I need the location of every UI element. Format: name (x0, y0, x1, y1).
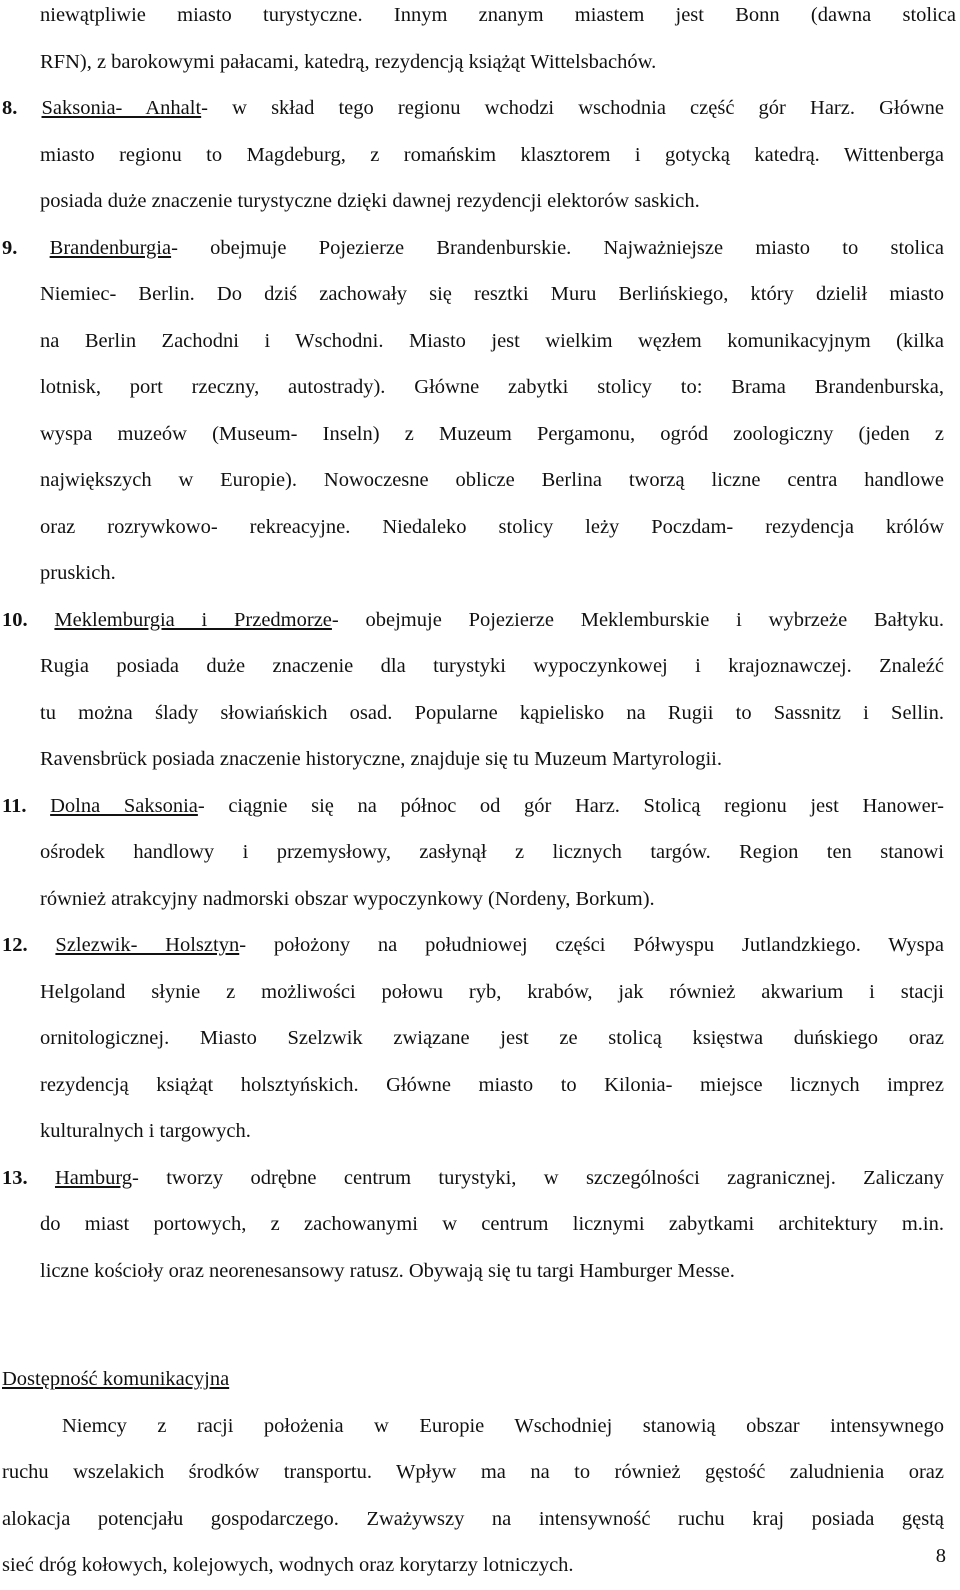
list-item-line (40, 1023, 944, 1055)
text-line-content: Helgoland słynie z możliwości połowu ryb, krabów, jak również akwarium i stacji (40, 980, 944, 1003)
list-item-first-line (2, 605, 944, 637)
list-item-text: - obejmuje Pojezierze Brandenburskie. Najważniejsze miasto to stolica (171, 236, 944, 259)
text-line-content: alokacja potencjału gospodarczego. Zważywszy na intensywność ruchu kraj posiada gęstą (2, 1507, 944, 1530)
list-item-line (40, 651, 944, 683)
text-line-content: wyspa muzeów (Museum- Inseln) z Muzeum Pergamonu, ogród zoologiczny (jeden z (40, 422, 944, 445)
list-item-first-line (2, 930, 944, 962)
text-line-content: Niemcy z racji położenia w Europie Wschodniej stanowią obszar intensywnego (62, 1414, 944, 1437)
list-item-line (40, 279, 944, 311)
list-item-line (40, 419, 944, 451)
paragraph-line (2, 1504, 944, 1536)
list-item-first-line (2, 1163, 944, 1195)
list-item-text: - w skład tego regionu wchodzi wschodnia część gór Harz. Główne (201, 97, 944, 119)
list-item-line (40, 837, 944, 869)
text-line-content: miasto regionu to Magdeburg, z romańskim klasztorem i gotycką katedrą. Wittenberga (40, 143, 944, 166)
page-number: 8 (935, 1545, 946, 1567)
region-name: Meklemburgia i Przedmorze (54, 608, 332, 631)
list-item-text: - ciągnie się na północ od gór Harz. Stolicą regionu jest Hanower- (197, 794, 944, 817)
list-item-line (40, 1209, 944, 1241)
list-item-line (40, 1070, 944, 1102)
text-line-content: do miast portowych, z zachowanymi w centrum licznymi zabytkami architektury m.in. (40, 1213, 944, 1235)
list-item-line (40, 977, 944, 1009)
list-item-line (40, 512, 944, 544)
list-item-first-line (2, 791, 944, 823)
text-line (40, 0, 956, 32)
text-line-content: posiada duże znaczenie turystyczne dzięki dawnej rezydencji elektorów saskich. (40, 190, 700, 212)
region-name: Hamburg (54, 1166, 133, 1189)
text-line-content: RFN), z barokowymi pałacami, katedrą, rezydencją książąt Wittelsbachów. (40, 50, 657, 73)
list-item-line (40, 186, 944, 218)
list-number: 10. (2, 608, 28, 631)
list-item-text: - obejmuje Pojezierze Meklemburskie i wybrzeże Bałtyku. (331, 608, 944, 631)
list-item-line (40, 558, 944, 590)
paragraph-line (62, 1411, 944, 1443)
region-name: Brandenburgia (49, 236, 172, 259)
list-item-text: - położony na południowej części Półwyspu Jutlandzkiego. Wyspa (239, 934, 944, 956)
list-number: 12. (2, 934, 28, 956)
list-item-first-line (2, 233, 944, 265)
list-item-line (40, 326, 944, 358)
section-heading-text: Dostępność komunikacyjna (2, 1368, 230, 1390)
list-item-line (40, 372, 944, 404)
list-item-line (40, 744, 944, 776)
text-line-content: największych w Europie). Nowoczesne oblicze Berlina tworzą liczne centra handlowe (40, 469, 944, 491)
list-item-line (40, 1116, 944, 1148)
region-name: Dolna Saksonia (50, 794, 198, 817)
list-item-line (40, 465, 944, 497)
text-line-content: lotnisk, port rzeczny, autostrady). Główne zabytki stolicy to: Brama Brandenburska, (40, 376, 944, 398)
text-line-content: rezydencją książąt holsztyńskich. Główne miasto to Kilonia- miejsce licznych imprez (40, 1073, 944, 1096)
text-line-content: Ravensbrück posiada znaczenie historyczne, znajduje się tu Muzeum Martyrologii. (40, 748, 722, 770)
text-line-content: sieć dróg kołowych, kolejowych, wodnych oraz korytarzy lotniczych. (2, 1554, 574, 1576)
list-item-line (40, 884, 944, 916)
region-name: Saksonia- Anhalt (41, 97, 202, 119)
text-line-content: niewątpliwie miasto turystyczne. Innym znanym miastem jest Bonn (dawna stolica (40, 4, 956, 26)
text-line-content: ornitologicznej. Miasto Szelzwik związane jest ze stolicą księstwa duńskiego oraz (40, 1027, 944, 1049)
text-line-content: również atrakcyjny nadmorski obszar wypoczynkowy (Nordeny, Borkum). (40, 887, 655, 910)
text-line-content: ośrodek handlowy i przemysłowy, zasłynął z licznych targów. Region ten stanowi (40, 841, 944, 863)
text-line-content: oraz rozrywkowo- rekreacyjne. Niedaleko stolicy leży Poczdam- rezydencja królów (40, 515, 944, 538)
text-line (40, 47, 956, 79)
list-number: 9. (2, 236, 18, 259)
text-line-content: liczne kościoły oraz neorenesansowy ratusz. Obywają się tu targi Hamburger Messe. (40, 1259, 735, 1282)
paragraph-line (2, 1550, 944, 1582)
list-number: 11. (2, 794, 27, 817)
text-line-content: Niemiec- Berlin. Do dziś zachowały się resztki Muru Berlińskiego, który dzielił miasto (40, 283, 944, 305)
text-line-content: Rugia posiada duże znaczenie dla turystyki wypoczynkowej i krajoznawczej. Znaleźć (40, 655, 944, 677)
text-line-content: tu można ślady słowiańskich osad. Popularne kąpielisko na Rugii to Sassnitz i Sellin. (40, 701, 944, 724)
list-item-first-line (2, 93, 944, 125)
paragraph-line (2, 1457, 944, 1489)
list-number: 13. (2, 1166, 28, 1189)
list-number: 8. (2, 97, 18, 119)
list-item-line (40, 140, 944, 172)
list-item-line (40, 698, 944, 730)
section-heading (2, 1364, 918, 1396)
list-item-line (40, 1256, 944, 1288)
list-item-text: - tworzy odrębne centrum turystyki, w szczególności zagranicznej. Zaliczany (132, 1166, 944, 1189)
text-line-content: ruchu wszelakich środków transportu. Wpływ ma na to również gęstość zaludnienia oraz (2, 1461, 944, 1483)
text-line-content: na Berlin Zachodni i Wschodni. Miasto jest wielkim węzłem komunikacyjnym (kilka (40, 329, 944, 352)
text-line-content: pruskich. (40, 562, 116, 584)
text-line-content: kulturalnych i targowych. (40, 1120, 251, 1142)
region-name: Szlezwik- Holsztyn (55, 934, 240, 956)
